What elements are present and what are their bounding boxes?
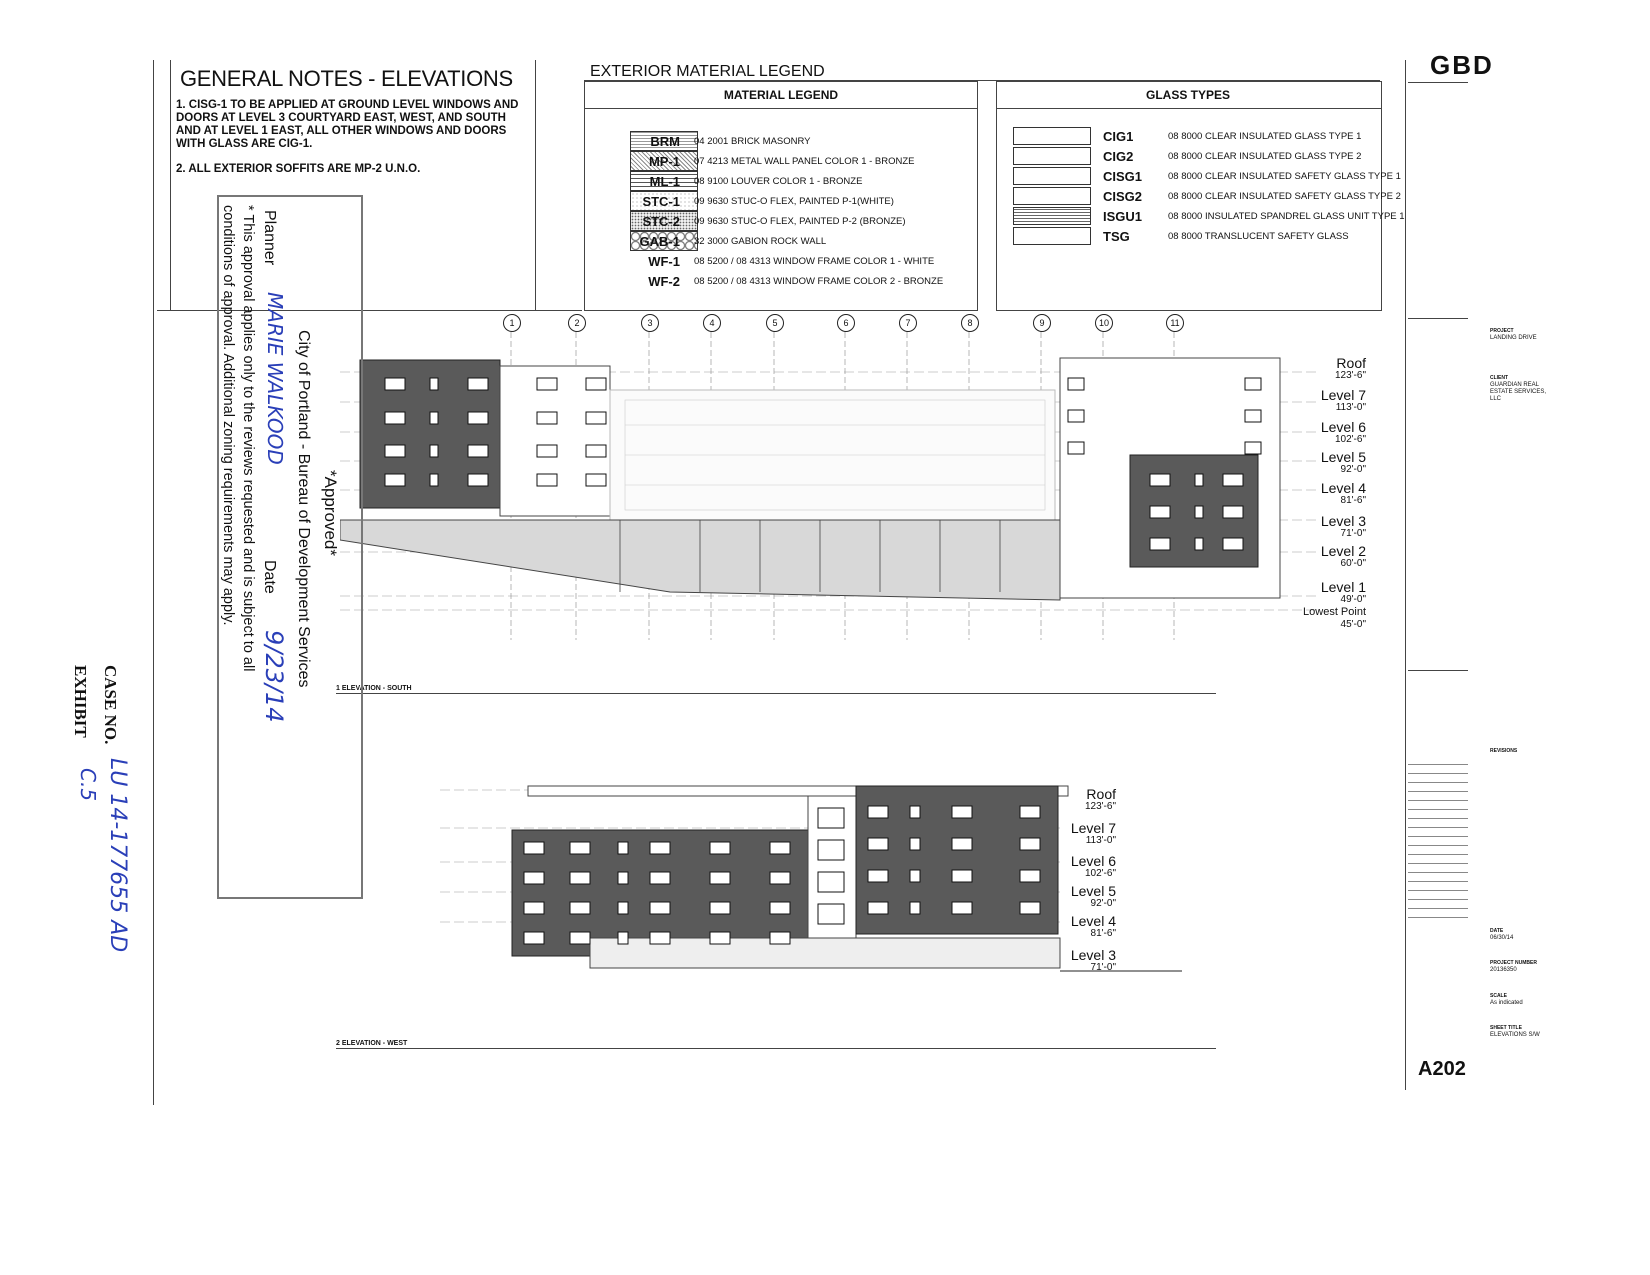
level-elevation: 113'-0" xyxy=(1335,402,1366,413)
sheet-title: ELEVATIONS S/W xyxy=(1490,1032,1540,1038)
level-elevation: 113'-0" xyxy=(1085,835,1116,846)
glass-code: CISG1 xyxy=(1103,168,1143,184)
case-label: CASE NO. xyxy=(101,665,120,745)
grid-bubble: 1 xyxy=(503,314,521,332)
sheet-title-label: SHEET TITLE xyxy=(1490,1025,1522,1031)
material-code: WF-1 xyxy=(648,253,680,269)
general-notes-title: GENERAL NOTES - ELEVATIONS xyxy=(180,66,513,91)
title-block-rule xyxy=(1408,318,1468,319)
west-level-4 xyxy=(1040,914,1116,939)
level-elevation: 45'-0" xyxy=(1340,619,1366,630)
material-legend-header-rule xyxy=(584,108,977,109)
material-desc: 08 9100 LOUVER COLOR 1 - BRONZE xyxy=(694,175,863,187)
material-code: WF-2 xyxy=(648,273,680,289)
material-desc: 07 4213 METAL WALL PANEL COLOR 1 - BRONZE xyxy=(694,155,915,167)
south-level-lowest xyxy=(1280,605,1366,630)
grid-bubble: 6 xyxy=(837,314,855,332)
material-row xyxy=(620,231,826,251)
date-label: DATE xyxy=(1490,928,1504,934)
material-row xyxy=(620,271,943,291)
level-name: Roof xyxy=(1336,355,1366,371)
level-name: Level 7 xyxy=(1070,820,1116,836)
glass-desc: 08 8000 TRANSLUCENT SAFETY GLASS xyxy=(1168,230,1349,242)
case-value: LU 14-177655 AD xyxy=(105,758,130,953)
south-level-1 xyxy=(1290,580,1366,605)
grid-bubble: 7 xyxy=(899,314,917,332)
material-code: STC-2 xyxy=(642,213,680,229)
material-desc: 09 9630 STUC-O FLEX, PAINTED P-1(WHITE) xyxy=(694,195,894,207)
south-level-roof xyxy=(1290,356,1366,381)
west-view-title: 2 ELEVATION - WEST xyxy=(336,1040,408,1047)
west-level-5 xyxy=(1040,884,1116,909)
grid-bubble: 5 xyxy=(766,314,784,332)
stamp-condition-2: conditions of approval. Additional zoning requirements may apply. xyxy=(220,205,236,626)
level-elevation: 102'-6" xyxy=(1334,434,1366,445)
level-name: Level 5 xyxy=(1070,883,1116,899)
material-row xyxy=(620,191,894,211)
stamp-date-label: Date xyxy=(261,560,278,594)
glass-types-header: GLASS TYPES xyxy=(1145,88,1231,102)
glass-row xyxy=(1013,166,1401,186)
stamp-agency: City of Portland - Bureau of Development Services xyxy=(295,330,312,688)
glass-swatch xyxy=(1013,147,1091,165)
glass-desc: 08 8000 CLEAR INSULATED GLASS TYPE 2 xyxy=(1168,150,1362,162)
general-note-1: 1. CISG-1 TO BE APPLIED AT GROUND LEVEL WINDOWS AND DOORS AT LEVEL 3 COURTYARD EAST, WEST, AND SOUTH AND AT LEVEL 1 EAST, ALL OTHER WINDOWS AND DOORS WITH GLASS ARE CIG-1. xyxy=(176,99,519,150)
glass-row xyxy=(1013,146,1361,166)
date-value: 06/30/14 xyxy=(1490,935,1514,941)
level-name: Level 1 xyxy=(1320,579,1366,595)
firm-logo: GBD xyxy=(1430,50,1494,80)
stamp-condition-1: * This approval applies only to the reviews requested and is subject to all xyxy=(240,205,256,672)
glass-code: ISGU1 xyxy=(1103,208,1143,224)
west-level-7 xyxy=(1040,821,1116,846)
glass-code: CIG1 xyxy=(1103,128,1134,144)
grid-bubble: 3 xyxy=(641,314,659,332)
glass-row xyxy=(1013,186,1401,206)
material-row xyxy=(620,251,934,271)
grid-bubble: 11 xyxy=(1166,314,1184,332)
glass-code: CIG2 xyxy=(1103,148,1134,164)
west-level-roof xyxy=(1040,787,1116,812)
level-elevation: 71'-0" xyxy=(1090,962,1116,973)
stamp-approved: *Approved* xyxy=(321,470,340,557)
south-view-rule xyxy=(336,693,1216,694)
material-row xyxy=(620,171,862,191)
exhibit-value: C.5 xyxy=(76,768,100,802)
material-row xyxy=(620,131,811,151)
level-name: Level 6 xyxy=(1320,419,1366,435)
glass-row xyxy=(1013,206,1405,226)
material-desc: 32 3000 GABION ROCK WALL xyxy=(694,235,827,247)
level-elevation: 49'-0" xyxy=(1340,594,1366,605)
glass-row xyxy=(1013,126,1361,146)
material-desc: 04 2001 BRICK MASONRY xyxy=(694,135,811,147)
glass-swatch xyxy=(1013,187,1091,205)
stamp-date-value: 9/23/14 xyxy=(260,630,288,723)
stamp-planner-label: Planner xyxy=(261,210,278,266)
title-block-rule xyxy=(1408,82,1468,83)
level-name: Lowest Point xyxy=(1303,606,1366,618)
material-code: MP-1 xyxy=(648,153,680,169)
project-number-label: PROJECT NUMBER xyxy=(1490,960,1537,966)
approval-stamp xyxy=(217,195,363,899)
material-row xyxy=(620,151,915,171)
stamp-planner-name: MARIE WALKOOD xyxy=(263,292,287,465)
grid-bubble: 2 xyxy=(568,314,586,332)
material-desc: 08 5200 / 08 4313 WINDOW FRAME COLOR 2 - BRONZE xyxy=(694,275,944,287)
south-level-6 xyxy=(1290,420,1366,445)
west-view-rule xyxy=(336,1048,1216,1049)
level-name: Level 7 xyxy=(1320,387,1366,403)
glass-row xyxy=(1013,226,1349,246)
south-elevation-drawing xyxy=(340,330,1390,640)
glass-swatch xyxy=(1013,227,1091,245)
glass-code: TSG xyxy=(1103,228,1130,244)
level-name: Level 3 xyxy=(1070,947,1116,963)
level-name: Level 3 xyxy=(1320,513,1366,529)
west-level-3 xyxy=(1040,948,1116,973)
glass-desc: 08 8000 CLEAR INSULATED SAFETY GLASS TYPE 2 xyxy=(1168,190,1401,202)
level-name: Level 4 xyxy=(1320,480,1366,496)
grid-bubble: 4 xyxy=(703,314,721,332)
left-border xyxy=(153,60,154,1105)
client-name: GUARDIAN REAL ESTATE SERVICES, LLC xyxy=(1490,382,1547,402)
revisions-label: REVISIONS xyxy=(1490,748,1518,754)
client-label: CLIENT xyxy=(1490,375,1509,381)
title-block-rule xyxy=(1408,670,1468,671)
south-level-4 xyxy=(1290,481,1366,506)
material-desc: 08 5200 / 08 4313 WINDOW FRAME COLOR 1 - WHITE xyxy=(694,255,935,267)
grid-bubble: 8 xyxy=(961,314,979,332)
sheet-number: A202 xyxy=(1418,1058,1466,1080)
level-name: Level 5 xyxy=(1320,449,1366,465)
material-desc: 09 9630 STUC-O FLEX, PAINTED P-2 (BRONZE) xyxy=(694,215,906,227)
revisions-lines xyxy=(1408,756,1468,926)
south-level-7 xyxy=(1290,388,1366,413)
material-code: BRM xyxy=(650,133,680,149)
level-elevation: 81'-6" xyxy=(1090,928,1116,939)
glass-swatch xyxy=(1013,167,1091,185)
level-elevation: 123'-6" xyxy=(1334,370,1366,381)
glass-desc: 08 8000 CLEAR INSULATED SAFETY GLASS TYPE 1 xyxy=(1168,170,1401,182)
grid-bubble: 9 xyxy=(1033,314,1051,332)
level-elevation: 81'-6" xyxy=(1340,495,1366,506)
level-name: Level 4 xyxy=(1070,913,1116,929)
south-level-5 xyxy=(1290,450,1366,475)
glass-code: CISG2 xyxy=(1103,188,1143,204)
level-elevation: 60'-0" xyxy=(1340,558,1366,569)
material-code: GAB-1 xyxy=(639,233,680,249)
scale-label: SCALE xyxy=(1490,993,1507,999)
exhibit-label: EXHIBIT xyxy=(71,665,90,738)
glass-swatch xyxy=(1013,127,1091,145)
material-legend-header: MATERIAL LEGEND xyxy=(723,88,839,102)
material-row xyxy=(620,211,906,231)
title-block-border xyxy=(1405,60,1406,1090)
level-name: Level 2 xyxy=(1320,543,1366,559)
project-number: 20136350 xyxy=(1490,967,1517,973)
glass-swatch xyxy=(1013,207,1091,225)
material-code: STC-1 xyxy=(642,193,680,209)
south-view-title: 1 ELEVATION - SOUTH xyxy=(336,685,412,692)
west-level-6 xyxy=(1040,854,1116,879)
material-code: ML-1 xyxy=(649,173,680,189)
level-elevation: 71'-0" xyxy=(1340,528,1366,539)
general-note-2: 2. ALL EXTERIOR SOFFITS ARE MP-2 U.N.O. xyxy=(176,163,421,175)
grid-bubble: 10 xyxy=(1095,314,1113,332)
level-elevation: 92'-0" xyxy=(1340,464,1366,475)
project-name: LANDING DRIVE xyxy=(1490,335,1537,341)
level-name: Level 6 xyxy=(1070,853,1116,869)
level-elevation: 92'-0" xyxy=(1090,898,1116,909)
glass-desc: 08 8000 CLEAR INSULATED GLASS TYPE 1 xyxy=(1168,130,1362,142)
level-name: Roof xyxy=(1086,786,1116,802)
glass-header-rule xyxy=(996,108,1381,109)
project-label: PROJECT xyxy=(1490,328,1514,334)
south-level-2 xyxy=(1290,544,1366,569)
south-level-3 xyxy=(1290,514,1366,539)
legend-title: EXTERIOR MATERIAL LEGEND xyxy=(590,63,825,80)
level-elevation: 102'-6" xyxy=(1084,868,1116,879)
glass-desc: 08 8000 INSULATED SPANDREL GLASS UNIT TYPE 1 xyxy=(1168,210,1405,222)
level-elevation: 123'-6" xyxy=(1084,801,1116,812)
scale-value: As indicated xyxy=(1490,1000,1523,1006)
